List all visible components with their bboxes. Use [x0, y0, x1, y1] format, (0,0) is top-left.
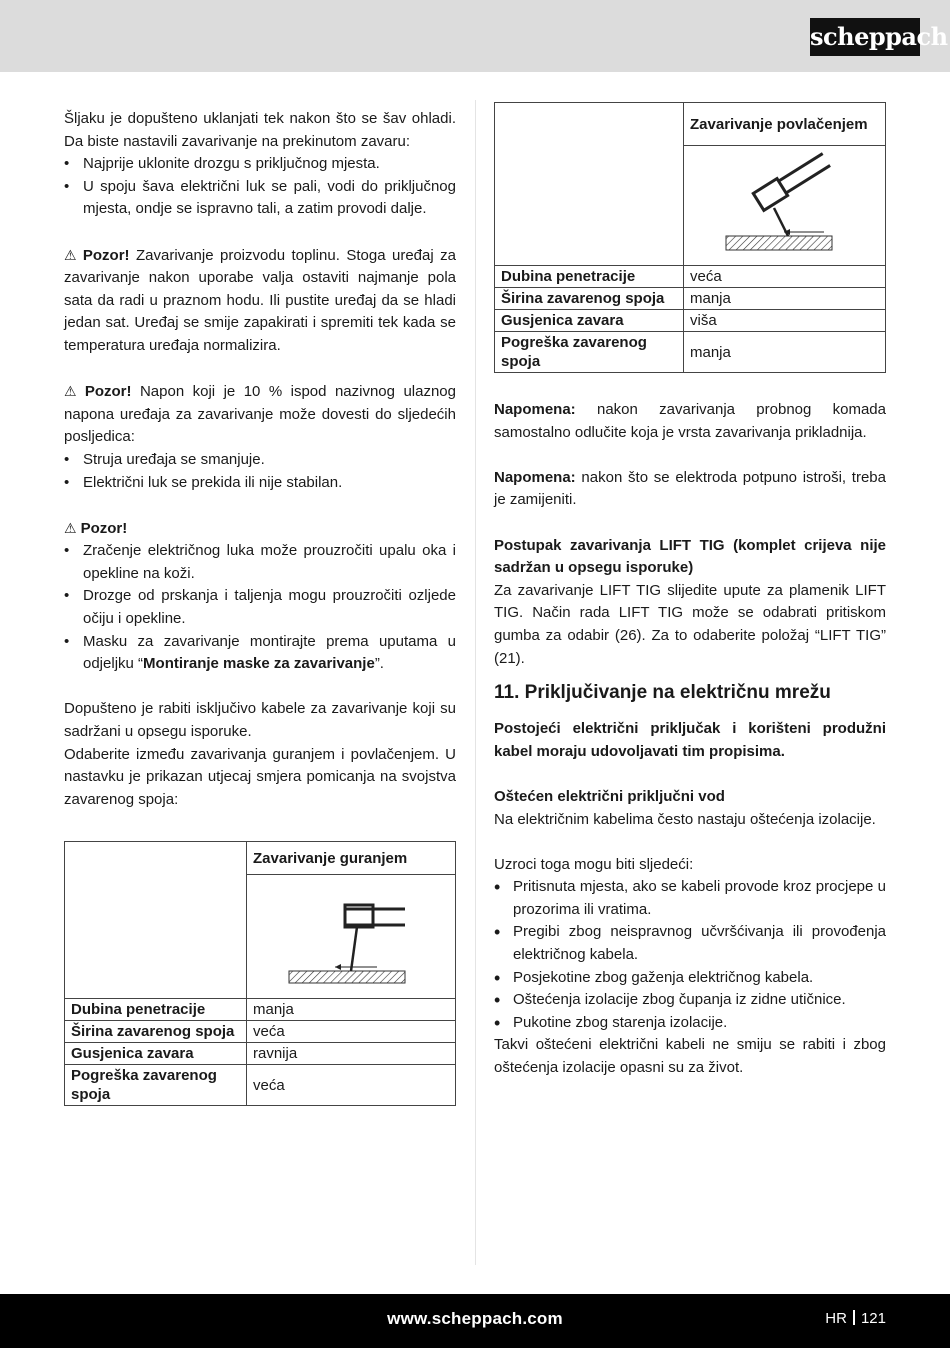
section-intro: Postojeći električni priključak i korišteni produžni kabel moraju udovoljavati tim propisima. — [494, 720, 886, 760]
list-item: • Masku za zavarivanje montirajte prema uputama u odjeljku “Montiranje maske za zavarivanje”. — [64, 631, 456, 676]
row-value: manja — [684, 332, 886, 373]
note-label: Napomena: — [494, 468, 576, 486]
push-welding-figure — [247, 875, 456, 999]
row-label: Dubina penetracije — [65, 999, 247, 1021]
pull-welding-table — [494, 102, 886, 373]
paragraph-slag: Šljaku je dopušteno uklanjati tek nakon što se šav ohladi. Da biste nastavili zavarivanje na prekinutom zavaru: — [64, 110, 456, 150]
row-label: Pogreška zavarenog spoja — [65, 1065, 247, 1106]
push-welding-table — [64, 841, 456, 1106]
warning-label: Pozor! — [84, 383, 132, 401]
list-item: • Oštećenja izolacije zbog čupanja iz zidne utičnice. — [494, 989, 886, 1012]
header-band — [0, 0, 950, 72]
list-item: • Najprije uklonite drozgu s priključnog mjesta. — [64, 153, 456, 176]
pull-welding-figure — [684, 146, 886, 266]
table-heading: Zavarivanje guranjem — [247, 842, 456, 875]
row-label: Širina zavarenog spoja — [65, 1021, 247, 1043]
row-value: veća — [247, 1065, 456, 1106]
push-welding-icon — [247, 875, 455, 993]
list-item: • U spoju šava električni luk se pali, vodi do priključnog mjesta, ondje se ispravno tali, a zatim provodi dalje. — [64, 176, 456, 221]
warning-triangle-icon: ⚠ — [64, 246, 79, 263]
note-label: Napomena: — [494, 401, 576, 418]
note-test-piece — [494, 399, 886, 444]
warning-voltage — [64, 380, 456, 449]
row-label: Gusjenica zavara — [65, 1043, 247, 1065]
list-item: • Električni luk se prekida ili nije stabilan. — [64, 472, 456, 495]
note-text: nakon što se elektroda potpuno istroši, treba je zamijeniti. — [494, 468, 886, 509]
footer — [0, 1294, 950, 1348]
causes-list — [494, 876, 886, 1034]
paragraph-direction: Odaberite između zavarivanja guranjem i povlačenjem. U nastavku je prikazan utjecaj smjera pomicanja na svojstva zavarenog spoja: — [64, 745, 456, 808]
row-label: Pogreška zavarenog spoja — [495, 332, 684, 373]
row-value: ravnija — [247, 1043, 456, 1065]
note-text: nakon zavarivanja probnog komada samostalno odlučite koja je vrsta zavarivanja prikladnija. — [494, 401, 886, 441]
note-electrode — [494, 467, 886, 512]
damaged-cable-heading: Oštećen električni priključni vod — [494, 787, 725, 805]
table-heading: Zavarivanje povlačenjem — [684, 103, 886, 146]
row-value: manja — [684, 288, 886, 310]
row-value: manja — [247, 999, 456, 1021]
language-code: HR — [825, 1310, 847, 1327]
warning-text: Napon koji je 10 % ispod nazivnog ulaznog napona uređaja za zavarivanje može dovesti do sljedećih posljedica: — [64, 383, 456, 446]
list-item: • Pritisnuta mjesta, ako se kabeli provode kroz procjepe u prozorima ili vratima. — [494, 876, 886, 921]
lift-tig-text: Za zavarivanje LIFT TIG slijedite upute za plamenik LIFT TIG. Način rada LIFT TIG može se odabrati pritiskom gumba za odabir (26). Za to odaberite položaj “LIFT TIG” (21). — [494, 581, 886, 667]
closing-paragraph: Takvi oštećeni električni kabeli ne smiju se rabiti i zbog oštećenja izolacije opasni su za život. — [494, 1036, 886, 1077]
warning-triangle-icon: ⚠ — [64, 519, 77, 536]
warning-triangle-icon: ⚠ — [64, 383, 81, 400]
warning-radiation — [64, 517, 456, 541]
list-item: • Zračenje električnog luka može prouzročiti upalu oka i opekline na koži. — [64, 540, 456, 585]
list-item: • Pregibi zbog neispravnog učvršćivanja ili provođenja električnog kabela. — [494, 921, 886, 966]
warning-text: Zavarivanje proizvodu toplinu. Stoga uređaj za zavarivanje nakon uporabe valja ostaviti najmanje pola sata da radi u praznom hodu. Ili pustite uređaj da se hladi jedan sat. Uređaj se smije zapakirati i spremiti tek kada se temperatura uređaja normalizira. — [64, 246, 456, 354]
row-label: Gusjenica zavara — [495, 310, 684, 332]
page-indicator — [825, 1310, 886, 1327]
paragraph-cables: Dopušteno je rabiti isključivo kabele za zavarivanje koji su sadržani u opsegu isporuke. — [64, 700, 456, 741]
row-value: veća — [684, 266, 886, 288]
list-item: • Drozge od prskanja i taljenja mogu prouzročiti ozljede očiju i opekline. — [64, 585, 456, 630]
list-restart-steps — [64, 153, 456, 221]
damaged-cable-text: Na električnim kabelima često nastaju oštećenja izolacije. — [494, 810, 876, 828]
column-divider — [475, 100, 476, 1265]
separator — [853, 1310, 855, 1325]
page-number: 121 — [860, 1310, 886, 1327]
left-column — [64, 108, 456, 1106]
list-item: • Posjekotine zbog gaženja električnog kabela. — [494, 967, 886, 990]
warning-label: Pozor! — [80, 519, 128, 537]
list-item: • Pukotine zbog starenja izolacije. — [494, 1012, 886, 1035]
website-link[interactable]: www.scheppach.com — [387, 1309, 563, 1328]
warning-heat — [64, 244, 456, 358]
row-value: viša — [684, 310, 886, 332]
list-radiation — [64, 540, 456, 676]
pull-welding-icon — [684, 146, 884, 260]
list-voltage-effects — [64, 449, 456, 494]
row-label: Širina zavarenog spoja — [495, 288, 684, 310]
causes-intro: Uzroci toga mogu biti sljedeći: — [494, 855, 694, 873]
right-column — [494, 102, 886, 1080]
scheppach-logo: scheppach — [810, 18, 920, 56]
row-label: Dubina penetracije — [495, 266, 684, 288]
section-title: 11. Priključivanje na električnu mrežu — [494, 682, 831, 704]
lift-tig-heading: Postupak zavarivanja LIFT TIG (komplet crijeva nije sadržan u opsegu isporuke) — [494, 536, 886, 577]
warning-label: Pozor! — [82, 246, 130, 264]
list-item: • Struja uređaja se smanjuje. — [64, 449, 456, 472]
row-value: veća — [247, 1021, 456, 1043]
